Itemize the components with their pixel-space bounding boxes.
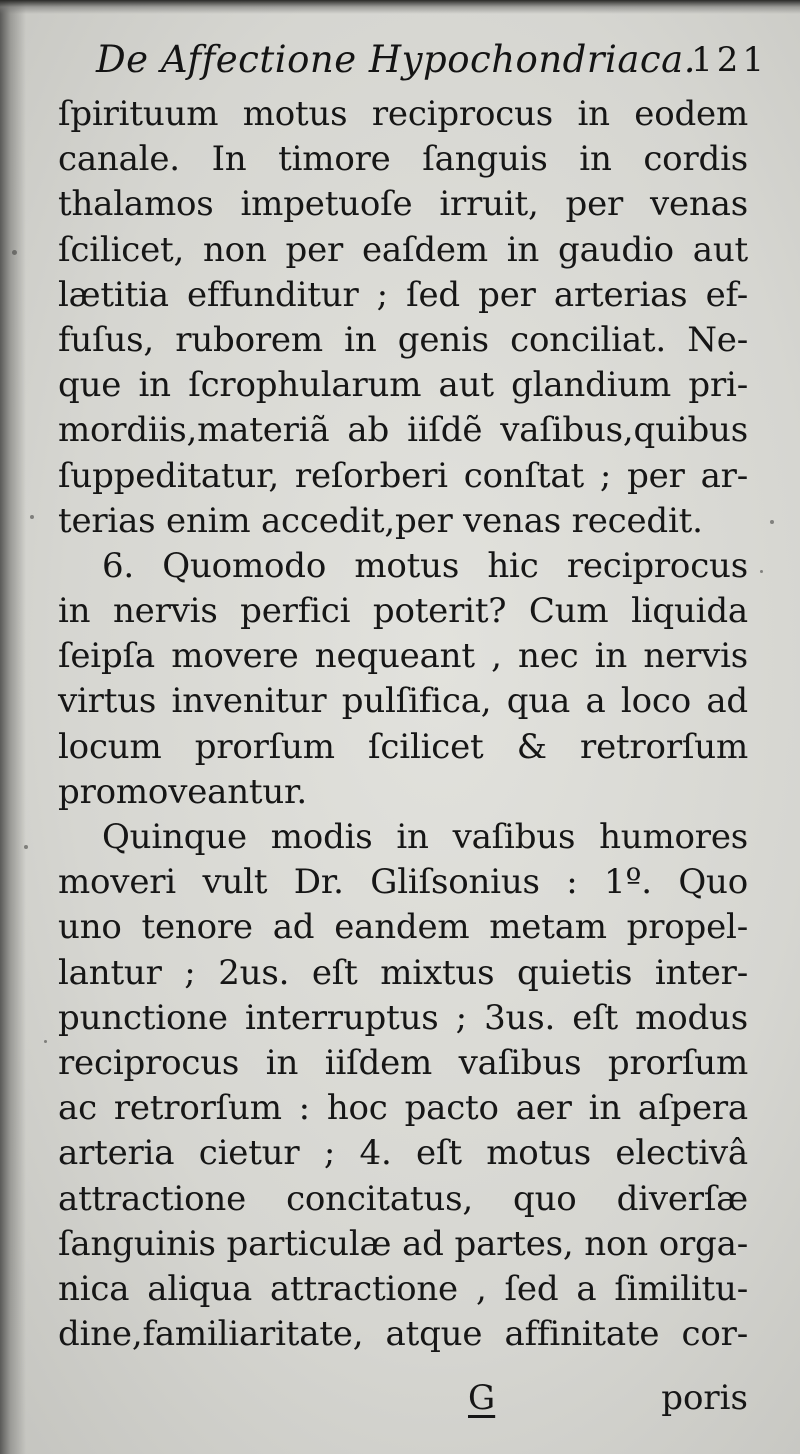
text-line: ſanguinis particulæ ad partes, non orga- — [58, 1223, 748, 1264]
text-line: mordiis,materiã ab iiſdẽ vaſibus,quibus — [58, 410, 748, 451]
page-footer — [58, 1378, 748, 1424]
text-line: canale. In timore ſanguis in cordis — [58, 139, 748, 180]
text-line: dine,familiaritate, atque affinitate cor- — [58, 1314, 748, 1355]
text-line: promoveantur. — [58, 771, 307, 812]
text-line: lantur ; 2us. eſt mixtus quietis inter- — [58, 952, 748, 993]
text-line: terias enim accedit,per venas recedit. — [58, 500, 703, 541]
page-header — [96, 38, 768, 92]
running-title: De Affectione Hypochondriaca. — [96, 38, 696, 81]
text-line: ſuppeditatur, reſorberi conſtat ; per ar- — [58, 455, 748, 496]
body-text — [58, 92, 748, 1357]
ink-speck — [760, 570, 763, 573]
text-line: reciprocus in iiſdem vaſibus prorſum — [58, 1042, 748, 1083]
text-line: virtus invenitur pulſifica, qua a loco ad — [58, 681, 748, 722]
text-line: nica aliqua attractione , ſed a ſimilitu- — [58, 1268, 748, 1309]
text-line: ſcilicet, non per eaſdem in gaudio aut — [58, 229, 748, 270]
text-line: punctione interruptus ; 3us. eſt modus — [58, 997, 748, 1038]
text-line: Quinque modis in vaſibus humores — [102, 817, 748, 857]
text-line: que in ſcrophularum aut glandium pri- — [58, 365, 748, 406]
page-number: 121 — [691, 40, 768, 80]
ink-speck — [12, 250, 17, 255]
text-line: ſpirituum motus reciprocus in eodem — [58, 94, 748, 134]
text-line: thalamos impetuoſe irruit, per venas — [58, 184, 748, 225]
text-line: attractione concitatus, quo diverſæ — [58, 1178, 748, 1219]
ink-speck — [30, 515, 34, 519]
text-line: locum prorſum ſcilicet & retrorſum — [58, 726, 748, 767]
text-line: 6. Quomodo motus hic reciprocus — [102, 545, 748, 586]
text-line: arteria cietur ; 4. eſt motus electivâ — [58, 1133, 748, 1174]
text-line: moveri vult Dr. Gliſsonius : 1º. Quo — [58, 862, 748, 903]
ink-speck — [44, 1040, 47, 1043]
catchword: poris — [661, 1378, 748, 1418]
ink-speck — [770, 520, 774, 524]
text-line: lætitia effunditur ; ſed per arterias ef- — [58, 274, 748, 315]
ink-speck — [24, 845, 28, 849]
signature-mark: G — [468, 1378, 496, 1418]
text-line: in nervis perfici poterit? Cum liquida — [58, 591, 748, 632]
text-line: fuſus, ruborem in genis conciliat. Ne- — [58, 319, 748, 360]
text-line: uno tenore ad eandem metam propel- — [58, 907, 748, 948]
text-line: ac retrorſum : hoc pacto aer in aſpera — [58, 1088, 748, 1129]
text-line: ſeipſa movere nequeant , nec in nervis — [58, 636, 748, 677]
